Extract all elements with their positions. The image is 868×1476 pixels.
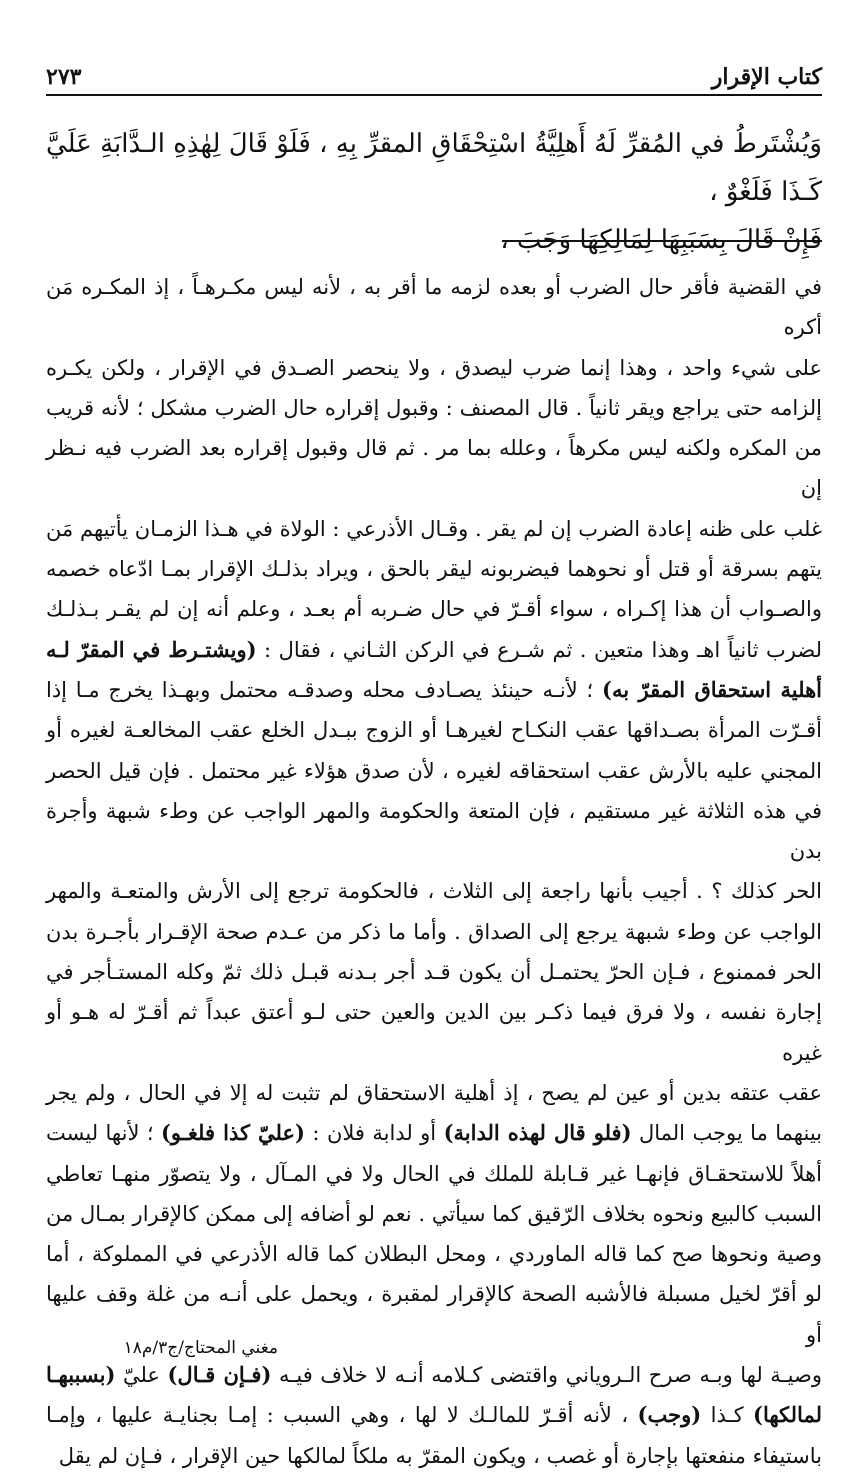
sharh-segment: الحر فممنوع ، فـإن الحرّ يحتمـل أن يكون قـد أجر بـدنه قبـل ذلك ثمّ وكله المستـأجر في — [46, 960, 822, 985]
sharh-line — [46, 871, 822, 911]
sharh-segment: إجارة نفسه ، ولا فرق فيما ذكـر بين الدين والعين حتى لـو أعتق عبداً ثم أقـرّ له هـو أو غيره — [46, 1000, 822, 1065]
sharh-segment: المجني عليه بالأرش عقب استحقاقه لغيره ، لأن صدق هؤلاء غير محتمل . فإن قيل الحصر — [46, 758, 822, 783]
quoted-matn-segment: (فلو قال لهذه الدابة) — [443, 1120, 632, 1146]
sharh-segment: وصية ونحوها صح كما قاله الماوردي ، ومحل البطلان كما قاله الأذرعي في المملوكة ، أما — [46, 1242, 822, 1267]
sharh-segment: باستيفاء منفعتها بإجارة أو غصب ، ويكون المقرّ به ملكاً لمالكها حين الإقرار ، فـإن لم يقل — [58, 1443, 822, 1468]
sharh-segment: غلب على ظنه إعادة الضرب إن لم يقر . وقـال الأذرعي : الولاة في هـذا الزمـان يأتيهم مَن — [46, 516, 822, 541]
sharh-line — [46, 630, 822, 670]
sharh-text — [46, 267, 822, 1476]
sharh-segment: على شيء واحد ، وهذا إنما ضرب ليصدق ، ولا ينحصر الصـدق في الإقرار ، ولكن يكـره — [46, 355, 822, 380]
separator-rule — [502, 240, 822, 242]
sharh-line — [46, 751, 822, 791]
page-number: ٢٧٣ — [46, 64, 82, 90]
sharh-segment: لضرب ثانياً اهـ وهذا متعين . ثم شـرع في الركن الثـاني ، فقال : — [256, 637, 822, 662]
signature-mark: مغني المحتاج/ج٣/م١٨ — [123, 1338, 278, 1358]
sharh-segment: في هذه الثلاثة غير مستقيم ، فإن المتعة والحكومة والمهر الواجب عن وطء شبهة وأجرة بدن — [46, 798, 822, 864]
sharh-segment: والصـواب أن هذا إكـراه ، سواء أقـرّ في حال ضـربه أم بعـد ، وعلم أنه إن لم يقـر بـذلـك — [46, 597, 822, 622]
sharh-line — [46, 549, 822, 589]
sharh-segment: كـذا — [701, 1403, 754, 1428]
running-header — [46, 58, 822, 90]
sharh-line — [46, 1436, 822, 1476]
sharh-line — [46, 992, 822, 1073]
sharh-line — [46, 1234, 822, 1274]
sharh-segment: أهلاً للاستحقـاق فإنهـا غير قـابلة للملك في الحال ولا في المـآل ، ولا يتصوّر منهـا تعاطي — [46, 1161, 822, 1186]
sharh-segment: عقب عتقه بدين أو عين لم يصح ، إذ أهلية الاستحقاق لم تثبت له إلا في الحال ، ولم يجر — [46, 1080, 822, 1105]
sharh-line — [46, 670, 822, 710]
matn-line: فَإِنْ قَالَ بِسَبَبِهَا لِمَالِكِهَا وَجَبَ ، — [500, 225, 822, 255]
sharh-line — [46, 710, 822, 750]
matn-line: وَيُشْتَرطُ في المُقرِّ لَهُ أَهلِيَّةُ اسْتِحْقَاقِ المقرِّ بِهِ ، فَلَوْ قَالَ لِهٰذِهِ الـدَّابَةِ عَلَيَّ كَـذَا فَلَغْوٌ ، — [46, 129, 822, 207]
sharh-segment: الواجب عن وطء شبهة يرجع إلى الصداق . وأما ما ذكر من عـدم صحة الإقـرار بأجـرة بدن — [46, 919, 822, 944]
sharh-segment: ؛ لأنـه حينئذ يصـادف محله وصدقـه محتمل وبهـذا يخرج مـا إذا — [46, 677, 603, 702]
sharh-line — [46, 1355, 822, 1395]
sharh-segment: وصيـة لها وبـه صرح الـروياني واقتضى كـلامه أنـه لا خلاف فيـه — [271, 1363, 822, 1388]
sharh-line — [46, 267, 822, 348]
book-title: كتاب الإقرار — [711, 64, 822, 90]
sharh-segment: في القضية فأقر حال الضرب أو بعده لزمه ما أقر به ، لأنه ليس مكـرهـاً ، إذ المكـره مَن أكره — [46, 275, 822, 340]
sharh-line — [46, 952, 822, 992]
sharh-segment: أقـرّت المرأة بصـداقها عقب النكـاح لغيرهـا أو الزوج ببـدل الخلع عقب المخالعـة لغيره أو — [46, 718, 822, 743]
sharh-line — [46, 589, 822, 629]
sharh-segment: من المكره ولكنه ليس مكرهاً ، وعلله بما مر . ثم قال وقبول إقراره بعد الضرب فيه نـظر إن — [46, 436, 822, 501]
sharh-segment: إلزامه حتى يراجع ويقر ثانياً . قال المصنف : وقبول إقراره حال الضرب مشكل ؛ لأنه قريب — [46, 395, 822, 420]
sharh-segment: السبب كالبيع ونحوه بخلاف الرّقيق كما سيأتي . نعم لو أضافه إلى ممكن كالإقرار بمـال من — [46, 1201, 822, 1226]
header-rule — [46, 94, 822, 96]
sharh-line — [46, 1395, 822, 1435]
matn-text — [46, 120, 822, 264]
quoted-matn-segment: (عليّ كذا فلغـو) — [160, 1120, 305, 1146]
sharh-segment: ؛ لأنها ليست — [46, 1121, 161, 1146]
sharh-line — [46, 428, 822, 509]
sharh-line — [46, 1194, 822, 1234]
sharh-line — [46, 1154, 822, 1194]
sharh-segment: أو لدابة فلان : — [304, 1121, 444, 1146]
sharh-segment: بينهما ما يوجب المال — [631, 1121, 822, 1146]
sharh-segment: عليّ — [115, 1363, 168, 1388]
sharh-line — [46, 912, 822, 952]
quoted-matn-segment: (بسببهـا — [46, 1362, 116, 1388]
sharh-segment: لو أقرّ لخيل مسبلة فالأشبه الصحة كالإقرار لمقبرة ، ويحمل على أنـه من غلة وقف عليها أو — [46, 1282, 822, 1347]
sharh-line — [46, 1073, 822, 1113]
sharh-line — [46, 1113, 822, 1153]
sharh-line — [46, 509, 822, 549]
sharh-segment: الحر كذلك ؟ . أجيب بأنها راجعة إلى الثلاث ، فالحكومة ترجع إلى الأرش والمتعـة والمهر — [46, 879, 822, 904]
quoted-matn-segment: لمالكها) — [753, 1402, 822, 1428]
sharh-segment: يتهم بسرقة أو قتل أو نحوهما فيضربونه ليقر بالحق ، ويراد بذلـك الإقرار بمـا ادّعاه خصمه — [46, 557, 822, 582]
sharh-segment: ، لأنه أقـرّ للمالـك لا لها ، وهي السبب : إمـا بجنايـة عليها ، وإمـا — [46, 1403, 638, 1428]
quoted-matn-segment: (ويشتـرط في المقرّ لـه — [46, 636, 257, 662]
quoted-matn-segment: (وجب) — [637, 1402, 702, 1428]
quoted-matn-segment: أهلية استحقاق المقرّ به) — [602, 676, 823, 702]
sharh-line — [46, 388, 822, 428]
quoted-matn-segment: (فـإن قـال) — [167, 1362, 272, 1388]
sharh-line — [46, 791, 822, 872]
sharh-line — [46, 348, 822, 388]
